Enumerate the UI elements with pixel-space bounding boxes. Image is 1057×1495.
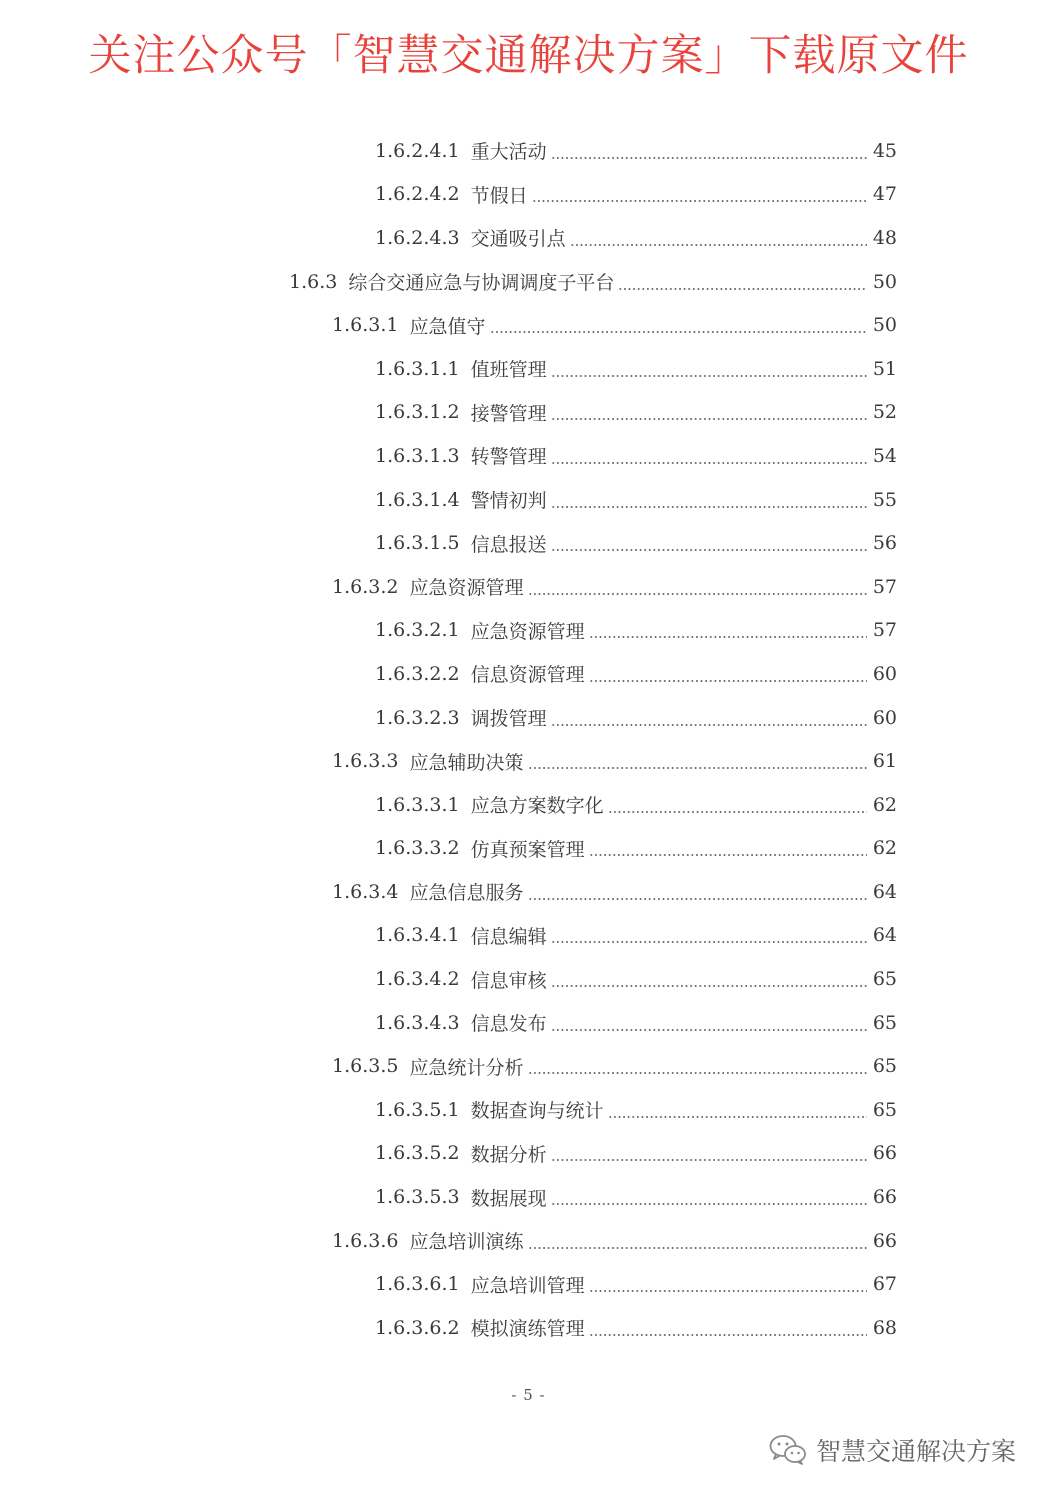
toc-dot-leader xyxy=(551,506,867,508)
toc-entry-page: 51 xyxy=(872,357,897,380)
toc-entry-number: 1.6.3.5.3 xyxy=(375,1186,460,1209)
toc-dot-leader xyxy=(589,636,867,638)
toc-entry-number: 1.6.3.4.2 xyxy=(375,968,460,991)
toc-entry-page: 64 xyxy=(872,924,897,947)
toc-entry-page: 50 xyxy=(872,270,897,293)
toc-dot-leader xyxy=(551,1159,867,1161)
toc-entry-number: 1.6.3.1.2 xyxy=(375,401,460,424)
toc-entry-number: 1.6.3.5.1 xyxy=(375,1098,460,1121)
toc-entry-page: 57 xyxy=(872,575,897,598)
toc-dot-leader xyxy=(589,680,867,682)
toc-entry[interactable] xyxy=(0,260,1057,304)
toc-entry-number: 1.6.3.2.3 xyxy=(375,706,460,729)
toc-entry-title: 应急辅助决策 xyxy=(409,751,524,774)
toc-entry-page: 52 xyxy=(872,401,897,424)
toc-entry-page: 66 xyxy=(872,1229,897,1252)
toc-dot-leader xyxy=(589,854,867,856)
toc-entry-title: 数据分析 xyxy=(470,1143,547,1166)
wechat-icon xyxy=(768,1433,808,1467)
toc-entry-page: 61 xyxy=(872,750,897,773)
toc-entry-number: 1.6.3.1.3 xyxy=(375,444,460,467)
toc-dot-leader xyxy=(551,462,867,464)
toc-entry[interactable] xyxy=(0,1001,1057,1045)
download-banner: 关注公众号「智慧交通解决方案」下载原文件 xyxy=(88,31,969,81)
toc-entry[interactable] xyxy=(0,696,1057,740)
toc-entry-number: 1.6.3.2.1 xyxy=(375,619,460,642)
toc-entry-page: 65 xyxy=(872,1098,897,1121)
toc-entry-title: 数据展现 xyxy=(470,1187,547,1210)
toc-entry-number: 1.6.3.1.4 xyxy=(375,488,460,511)
toc-entry-title: 应急培训管理 xyxy=(470,1274,585,1297)
toc-dot-leader xyxy=(528,767,868,769)
toc-entry-number: 1.6.3.6.2 xyxy=(375,1316,460,1339)
toc-entry-title: 应急信息服务 xyxy=(409,882,524,905)
toc-entry[interactable] xyxy=(0,391,1057,435)
toc-entry-page: 45 xyxy=(872,139,897,162)
toc-entry-title: 数据查询与统计 xyxy=(470,1100,604,1123)
toc-entry-number: 1.6.3.1 xyxy=(332,314,399,337)
toc-dot-leader xyxy=(551,418,867,420)
toc-entry[interactable] xyxy=(0,521,1057,565)
toc-dot-leader xyxy=(589,1290,867,1292)
toc-entry-number: 1.6.3.4.1 xyxy=(375,924,460,947)
toc-entry[interactable] xyxy=(0,434,1057,478)
toc-entry[interactable] xyxy=(0,739,1057,783)
toc-dot-leader xyxy=(589,1334,867,1336)
toc-entry[interactable] xyxy=(0,1262,1057,1306)
toc-entry[interactable] xyxy=(0,1219,1057,1263)
toc-entry-title: 信息资源管理 xyxy=(470,664,585,687)
toc-entry[interactable] xyxy=(0,565,1057,609)
toc-dot-leader xyxy=(551,1203,867,1205)
toc-dot-leader xyxy=(618,288,867,290)
toc-entry-number: 1.6.2.4.3 xyxy=(375,226,460,249)
toc-entry-number: 1.6.3.6.1 xyxy=(375,1273,460,1296)
toc-entry-page: 50 xyxy=(872,314,897,337)
toc-entry[interactable] xyxy=(0,827,1057,871)
toc-dot-leader xyxy=(528,1247,868,1249)
toc-entry[interactable] xyxy=(0,783,1057,827)
toc-entry-page: 67 xyxy=(872,1273,897,1296)
toc-entry-title: 警情初判 xyxy=(470,490,547,513)
toc-dot-leader xyxy=(608,1116,867,1118)
toc-entry-title: 重大活动 xyxy=(470,141,547,164)
toc-entry-page: 64 xyxy=(872,880,897,903)
toc-entry-title: 调拨管理 xyxy=(470,708,547,731)
toc-entry-page: 54 xyxy=(872,444,897,467)
toc-entry-number: 1.6.3.3 xyxy=(332,750,399,773)
toc-entry[interactable] xyxy=(0,1044,1057,1088)
toc-dot-leader xyxy=(490,331,868,333)
page-number: - 5 - xyxy=(511,1386,546,1404)
toc-entry-number: 1.6.3.5 xyxy=(332,1055,399,1078)
toc-entry-title: 信息发布 xyxy=(470,1013,547,1036)
toc-entry-title: 应急值守 xyxy=(409,315,486,338)
toc-entry-number: 1.6.3.3.1 xyxy=(375,793,460,816)
wechat-account-name: 智慧交通解决方案 xyxy=(816,1437,1017,1466)
toc-entry[interactable] xyxy=(0,347,1057,391)
toc-entry-page: 66 xyxy=(872,1142,897,1165)
toc-entry-title: 应急统计分析 xyxy=(409,1056,524,1079)
toc-entry[interactable] xyxy=(0,1132,1057,1176)
toc-entry[interactable] xyxy=(0,303,1057,347)
toc-entry[interactable] xyxy=(0,173,1057,217)
toc-entry[interactable] xyxy=(0,652,1057,696)
toc-entry-number: 1.6.3.3.2 xyxy=(375,837,460,860)
toc-entry-page: 57 xyxy=(872,619,897,642)
toc-entry[interactable] xyxy=(0,957,1057,1001)
toc-entry-page: 62 xyxy=(872,837,897,860)
toc-entry-number: 1.6.3.5.2 xyxy=(375,1142,460,1165)
toc-entry-page: 55 xyxy=(872,488,897,511)
toc-entry-number: 1.6.3.2.2 xyxy=(375,662,460,685)
toc-entry-title: 接警管理 xyxy=(470,402,547,425)
toc-entry-title: 仿真预案管理 xyxy=(470,838,585,861)
toc-entry-title: 应急方案数字化 xyxy=(470,795,604,818)
toc-entry-page: 65 xyxy=(872,1011,897,1034)
toc-entry-page: 47 xyxy=(872,183,897,206)
toc-entry-title: 应急资源管理 xyxy=(409,577,524,600)
toc-entry-page: 60 xyxy=(872,706,897,729)
toc-entry-title: 节假日 xyxy=(470,184,528,207)
toc-entry-number: 1.6.2.4.1 xyxy=(375,139,460,162)
toc-dot-leader xyxy=(551,549,867,551)
toc-entry-number: 1.6.3.6 xyxy=(332,1229,399,1252)
toc-entry-number: 1.6.3.1.1 xyxy=(375,357,460,380)
toc-entry-number: 1.6.3.2 xyxy=(332,575,399,598)
toc-entry[interactable] xyxy=(0,609,1057,653)
toc-dot-leader xyxy=(528,1072,868,1074)
toc-entry-number: 1.6.3.1.5 xyxy=(375,532,460,555)
toc-entry-number: 1.6.2.4.2 xyxy=(375,183,460,206)
toc-entry-page: 60 xyxy=(872,662,897,685)
toc-dot-leader xyxy=(551,157,867,159)
toc-entry[interactable] xyxy=(0,1088,1057,1132)
toc-entry-title: 模拟演练管理 xyxy=(470,1318,585,1341)
toc-dot-leader xyxy=(551,375,867,377)
toc-entry-title: 信息报送 xyxy=(470,533,547,556)
toc-entry-title: 应急资源管理 xyxy=(470,620,585,643)
toc-dot-leader xyxy=(528,898,868,900)
toc-entry-number: 1.6.3.4 xyxy=(332,880,399,903)
toc-entry-title: 交通吸引点 xyxy=(470,228,566,251)
toc-entry[interactable] xyxy=(0,216,1057,260)
toc-entry-title: 信息审核 xyxy=(470,969,547,992)
toc-entry-page: 65 xyxy=(872,1055,897,1078)
toc-entry-page: 48 xyxy=(872,226,897,249)
toc-entry[interactable] xyxy=(0,1306,1057,1350)
toc-entry-title: 信息编辑 xyxy=(470,925,547,948)
toc-dot-leader xyxy=(551,941,867,943)
toc-dot-leader xyxy=(532,200,867,202)
toc-dot-leader xyxy=(551,985,867,987)
toc-dot-leader xyxy=(570,244,867,246)
toc-dot-leader xyxy=(551,1029,867,1031)
toc-entry[interactable] xyxy=(0,914,1057,958)
toc-entry-page: 62 xyxy=(872,793,897,816)
toc-entry[interactable] xyxy=(0,1175,1057,1219)
toc-entry-number: 1.6.3.4.3 xyxy=(375,1011,460,1034)
toc-entry-title: 应急培训演练 xyxy=(409,1231,524,1254)
table-of-contents xyxy=(0,129,1057,1350)
toc-entry-page: 65 xyxy=(872,968,897,991)
toc-entry[interactable] xyxy=(0,870,1057,914)
wechat-watermark xyxy=(768,1430,1016,1470)
toc-entry[interactable] xyxy=(0,129,1057,173)
toc-dot-leader xyxy=(528,593,868,595)
toc-dot-leader xyxy=(608,811,867,813)
toc-dot-leader xyxy=(551,724,867,726)
toc-entry[interactable] xyxy=(0,478,1057,522)
toc-entry-page: 66 xyxy=(872,1186,897,1209)
toc-entry-page: 56 xyxy=(872,532,897,555)
toc-entry-title: 转警管理 xyxy=(470,446,547,469)
toc-entry-number: 1.6.3 xyxy=(289,270,338,293)
toc-entry-title: 值班管理 xyxy=(470,359,547,382)
toc-entry-title: 综合交通应急与协调调度子平台 xyxy=(348,272,615,295)
toc-entry-page: 68 xyxy=(872,1316,897,1339)
